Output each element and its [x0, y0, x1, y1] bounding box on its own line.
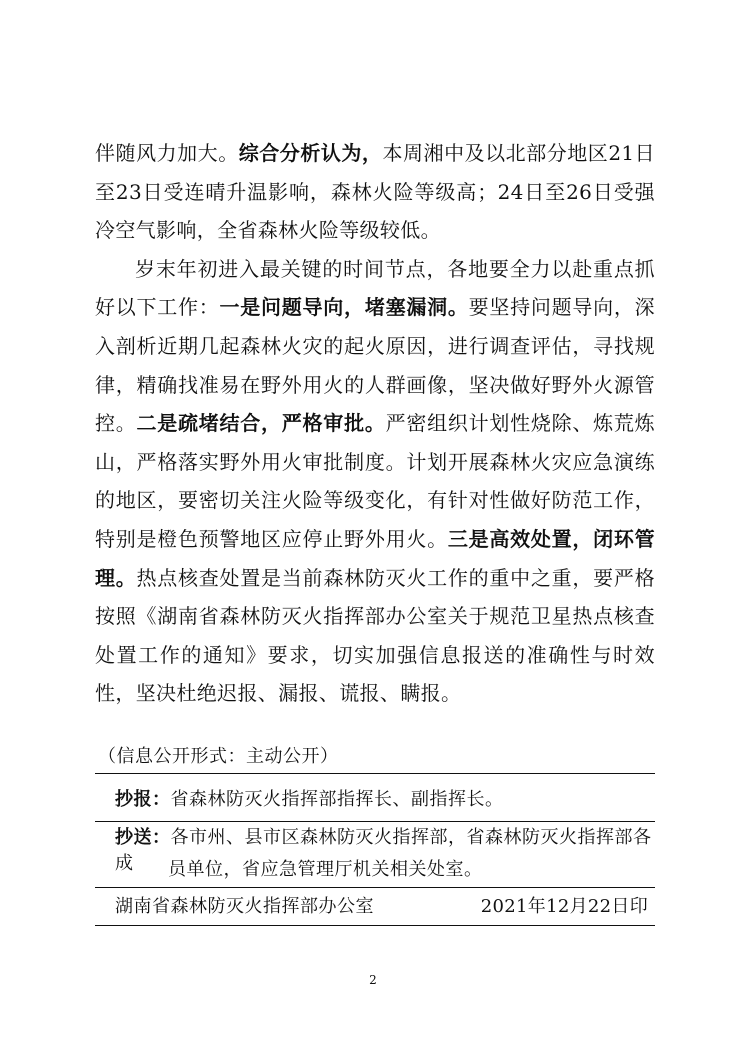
p1-sentence-3: 本周湘中及以北部分地区21日至23日受连晴升温影响，森林火险等级高；24日至26日受强冷空气影响，全省森林火险等级较低。	[95, 141, 656, 243]
p2-sentence-1: 岁末年初进入最关键的时间节点，各地要全力以赴重点抓好以下工作：	[95, 256, 655, 320]
divider-top	[95, 773, 655, 774]
p2-sentence-5: 严密组织计划性烧除、炼荒炼山，严格落实野外用火审批制度。计划开展森林火灾应急演练的地区，要密切关注火险等级变化，有针对性做好防范工作，特别是橙色预警地区应停止野外用火。	[95, 411, 655, 551]
cc-send-label: 抄送：	[115, 827, 171, 848]
p1-sentence-1: 伴随风力加大。	[95, 141, 239, 165]
p2-sentence-3: 要坚持问题导向，深入剖析近期几起森林火灾的起火原因，进行调查评估，寻找规律，精确找准易在野外用火的人群画像，坚决做好野外火源管控。	[95, 295, 655, 436]
cc-report-text: 省森林防灭火指挥部指挥长、副指挥长。	[170, 789, 504, 810]
issuer-name: 湖南省森林防灭火指挥部办公室	[115, 896, 374, 917]
p2-bold-point-1: 一是问题导向，堵塞漏洞。	[219, 295, 469, 320]
paragraph-1	[95, 134, 655, 250]
disclosure-note: （信息公开形式：主动公开）	[98, 746, 339, 767]
p2-sentence-7: 热点核查处置是当前森林防灭火工作的重中之重，要严格按照《湖南省森林防灭火指挥部办公室关于规范卫星热点核查处置工作的通知》要求，切实加强信息报送的准确性与时效性，坚决杜绝迟报、漏报、谎报、瞒报。	[95, 565, 656, 706]
cc-send-text-line1: 各市州、县市区森林防灭火指挥部，省森林防灭火指挥部各成	[115, 827, 652, 874]
print-date: 2021年12月22日印	[480, 896, 648, 917]
divider-middle	[95, 821, 655, 822]
divider-footer-bottom	[95, 925, 655, 926]
p2-bold-point-3: 三是高效处置，闭环管理。	[95, 526, 656, 590]
p1-bold-conclusion: 综合分析认为，	[238, 141, 383, 165]
p2-bold-point-2: 二是疏堵结合，严格审批。	[136, 411, 386, 436]
body-text	[95, 134, 655, 713]
page-number: 2	[369, 973, 377, 987]
divider-footer-top	[95, 887, 655, 888]
cc-report-line	[115, 787, 655, 813]
cc-send-text-line2: 员单位，省应急管理厅机关相关处室。	[168, 859, 483, 880]
paragraph-2	[95, 250, 655, 713]
cc-report-label: 抄报：	[115, 789, 171, 810]
